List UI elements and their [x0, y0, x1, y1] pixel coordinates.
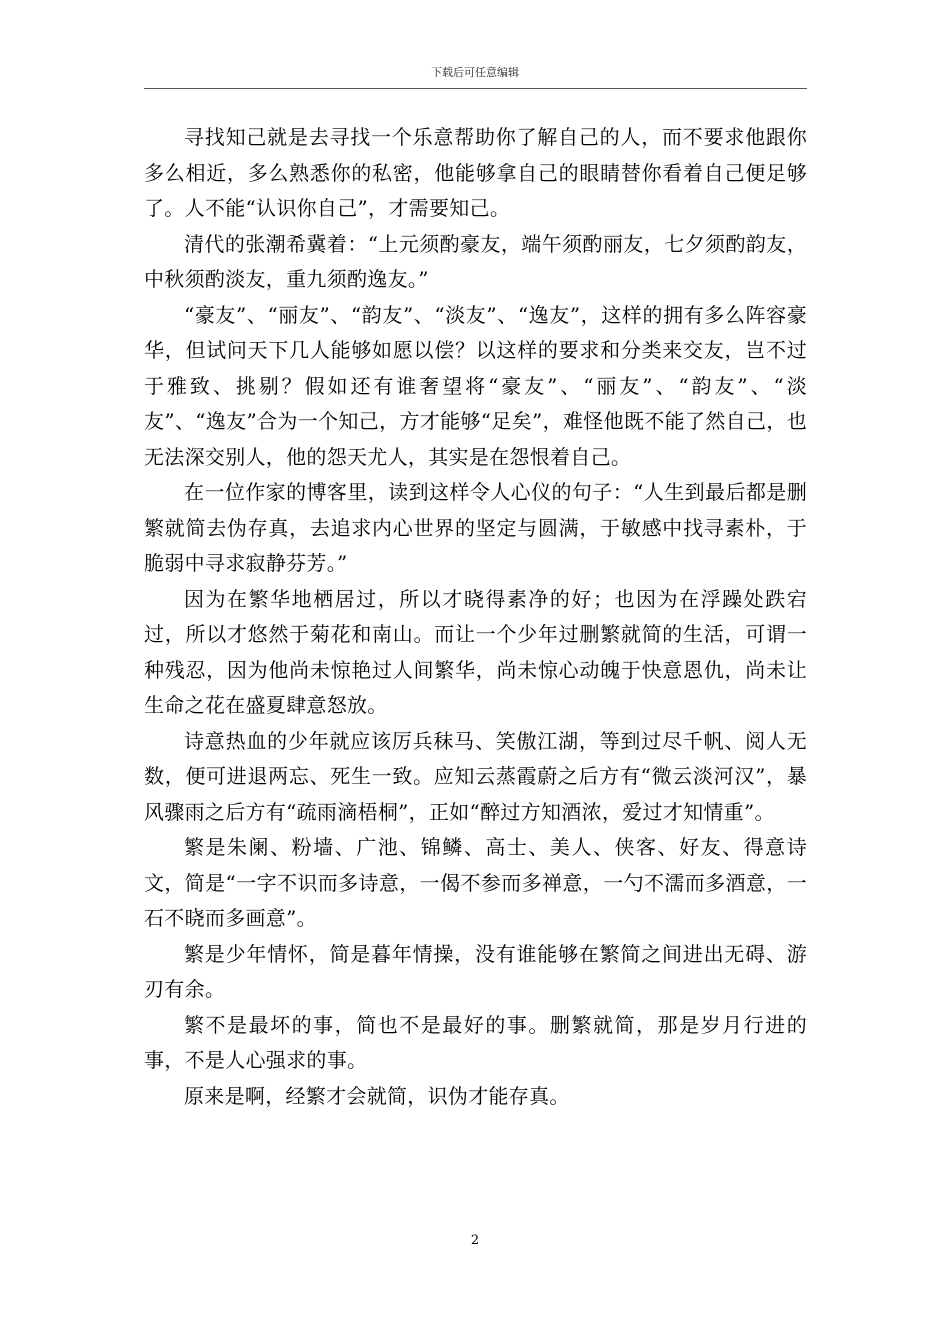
header-divider: [144, 88, 807, 89]
paragraph-8: 繁是少年情怀，简是暮年情操，没有谁能够在繁简之间进出无碍、游刃有余。: [144, 941, 807, 1001]
document-body: [144, 120, 807, 1114]
paragraph-6: 诗意热血的少年就应该厉兵秣马、笑傲江湖，等到过尽千帆、阅人无数，便可进退两忘、死生一致。应知云蒸霞蔚之后方有“微云淡河汉”，暴风骤雨之后方有“疏雨滴梧桐”，正如“醉过方知酒浓，爱过才知情重”。: [144, 728, 807, 824]
paragraph-3: “豪友”、“丽友”、“韵友”、“淡友”、“逸友”，这样的拥有多么阵容豪华，但试问天下几人能够如愿以偿？以这样的要求和分类来交友，岂不过于雅致、挑剔？假如还有谁奢望将“豪友”、“丽友”、“韵友”、“淡友”、“逸友”合为一个知己，方才能够“足矣”，难怪他既不能了然自己，也无法深交别人，他的怨天尤人，其实是在怨恨着自己。: [144, 302, 807, 469]
paragraph-2: 清代的张潮希冀着：“上元须酌豪友，端午须酌丽友，七夕须酌韵友，中秋须酌淡友，重九须酌逸友。”: [144, 231, 807, 291]
paragraph-5: 因为在繁华地栖居过，所以才晓得素净的好；也因为在浮躁处跌宕过，所以才悠然于菊花和南山。而让一个少年过删繁就简的生活，可谓一种残忍，因为他尚未惊艳过人间繁华，尚未惊心动魄于快意恩仇，尚未让生命之花在盛夏肆意怒放。: [144, 586, 807, 717]
page-number: 2: [470, 1233, 480, 1248]
paragraph-10: 原来是啊，经繁才会就简，识伪才能存真。: [184, 1083, 570, 1108]
page-header: 下载后可任意编辑: [431, 66, 519, 79]
paragraph-1: 寻找知己就是去寻找一个乐意帮助你了解自己的人，而不要求他跟你多么相近，多么熟悉你的私密，他能够拿自己的眼睛替你看着自己便足够了。人不能“认识你自己”，才需要知己。: [144, 125, 807, 220]
paragraph-4: 在一位作家的博客里，读到这样令人心仪的句子：“人生到最后都是删繁就简去伪存真，去追求内心世界的坚定与圆满，于敏感中找寻素朴，于脆弱中寻求寂静芬芳。”: [144, 480, 807, 575]
paragraph-7: 繁是朱阑、粉墙、广池、锦鳞、高士、美人、侠客、好友、得意诗文，简是“一字不识而多诗意，一偈不参而多禅意，一勺不濡而多酒意，一石不晓而多画意”。: [144, 835, 807, 930]
paragraph-9: 繁不是最坏的事，简也不是最好的事。删繁就简，那是岁月行进的事，不是人心强求的事。: [144, 1012, 807, 1072]
